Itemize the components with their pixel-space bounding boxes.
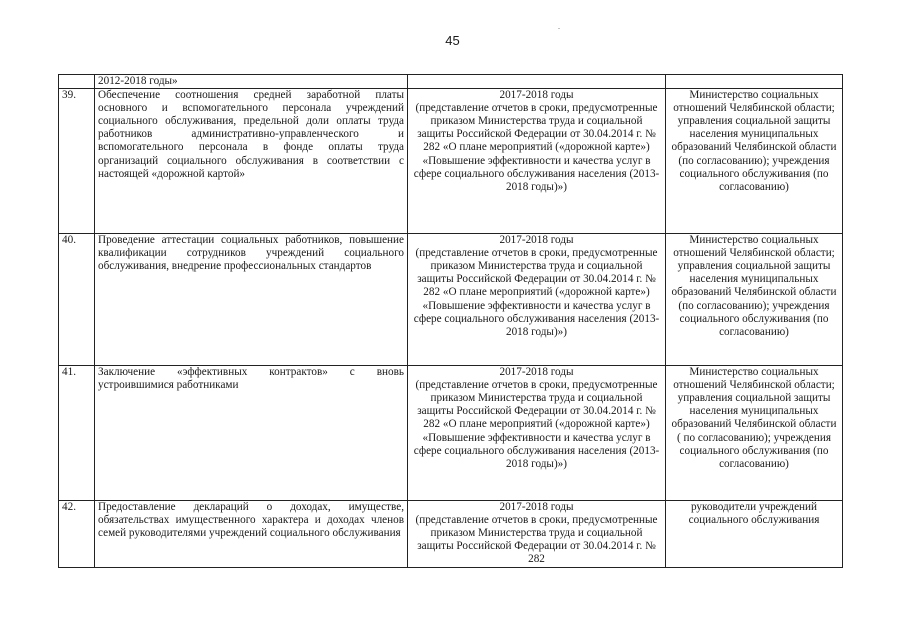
cell-responsible: Министерство социальных отношений Челябинской области; управления социальной защиты населения муниципальных образований Челябинской области ( по согласованию); учреждения социального обслуживания (по согласованию) (666, 366, 843, 501)
table-row-continuation (59, 75, 843, 89)
cell-description: Проведение аттестации социальных работников, повышение квалификации сотрудников учреждений социального обслуживания, внедрение профессиональных стандартов (95, 234, 408, 366)
cell-num: 42. (59, 501, 95, 567)
table-row (59, 234, 843, 366)
term-years: 2017-2018 годы (499, 89, 574, 102)
term-years: 2017-2018 годы (499, 234, 574, 247)
term-details: (представление отчетов в сроки, предусмотренные приказом Министерства труда и социальной защиты Российской Федерации от 30.04.2014 г. № 282 «О плане мероприятий («дорожной карте») «Повышение эффективности и качества услуг в сфере социального обслуживания населения (2013-2018 годы)») (413, 247, 660, 338)
roadmap-table (58, 74, 843, 568)
term-details: (представление отчетов в сроки, предусмотренные приказом Министерства труда и социальной защиты Российской Федерации от 30.04.2014 г. № 282 «О плане мероприятий («дорожной карте») «Повышение эффективности и качества услуг в сфере социального обслуживания населения (2013-2018 годы)») (413, 102, 660, 193)
cell-term (408, 366, 666, 501)
table-row (59, 89, 843, 234)
cell-responsible: руководители учреждений социального обслуживания (666, 501, 843, 567)
page-number: 45 (445, 33, 460, 48)
cell-description: Обеспечение соотношения средней заработной платы основного и вспомогательного персонала учреждений социального обслуживания, предельной доли оплаты труда работников административно-управленческого и вспомогательного персонала в фонде оплаты труда организаций социального обслуживания в соответствии с настоящей «дорожной картой» (95, 89, 408, 234)
table-row (59, 366, 843, 501)
cell-responsible: Министерство социальных отношений Челябинской области; управления социальной защиты населения муниципальных образований Челябинской области (по согласованию); учреждения социального обслуживания (по согласованию) (666, 89, 843, 234)
cell-term (408, 234, 666, 366)
cell-description: Предоставление деклараций о доходах, имуществе, обязательствах имущественного характера и доходах членов семей руководителями учреждений социального обслуживания (95, 501, 408, 567)
term-details: (представление отчетов в сроки, предусмотренные приказом Министерства труда и социальной защиты Российской Федерации от 30.04.2014 г. № 282 (415, 514, 658, 566)
cell-responsible: Министерство социальных отношений Челябинской области; управления социальной защиты населения муниципальных образований Челябинской области (по согласованию); учреждения социального обслуживания (по согласованию) (666, 234, 843, 366)
cell-term (408, 75, 666, 89)
term-years: 2017-2018 годы (499, 501, 574, 514)
cell-term (408, 501, 666, 567)
term-details: (представление отчетов в сроки, предусмотренные приказом Министерства труда и социальной защиты Российской Федерации от 30.04.2014 г. № 282 «О плане мероприятий («дорожной карте») «Повышение эффективности и качества услуг в сфере социального обслуживания населения (2013-2018 годы)») (413, 379, 660, 470)
cell-term (408, 89, 666, 234)
cell-num: 40. (59, 234, 95, 366)
cell-num: 39. (59, 89, 95, 234)
cell-description: Заключение «эффективных контрактов» с вновь устроившимися работниками (95, 366, 408, 501)
cell-num (59, 75, 95, 89)
term-years: 2017-2018 годы (499, 366, 574, 379)
cell-description: 2012-2018 годы» (95, 75, 408, 89)
scan-dot: . (558, 22, 560, 31)
table-row (59, 501, 843, 567)
cell-responsible (666, 75, 843, 89)
cell-num: 41. (59, 366, 95, 501)
